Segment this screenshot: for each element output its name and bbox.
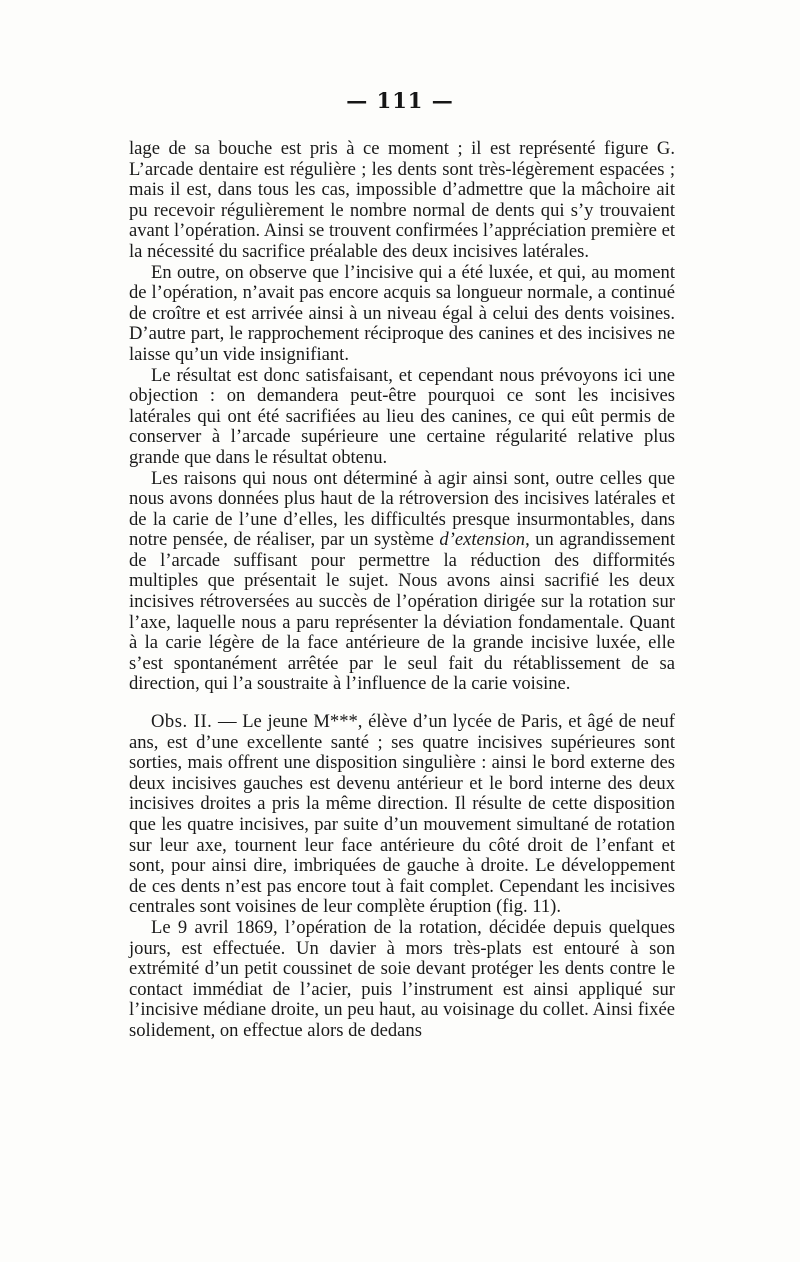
paragraph-1: lage de sa bouche est pris à ce moment ; il est représenté figure G. L’arcade dentaire est régulière ; les dents sont très-légèrement espacées ; mais il est, dans tous les cas, impossible d’admettre que la mâchoire ait pu recevoir régulièrement le nombre normal de dents qui s’y trouvaient avant l’opération. Ainsi se trouvent confirmées l’appréciation première et la nécessité du sacrifice préalable des deux incisives latérales.: [129, 138, 675, 262]
body-text: [129, 139, 675, 1042]
paragraph-4: [129, 469, 675, 696]
page-number: — 111 —: [346, 88, 454, 113]
observation-heading: Obs. II.: [151, 711, 213, 733]
paragraph-2: En outre, on observe que l’incisive qui a été luxée, et qui, au moment de l’opération, n’avait pas encore acquis sa longueur normale, a continué de croître et est arrivée ainsi à un niveau égal à celui des dents voisines. D’autre part, le rapprochement réciproque des canines et des incisives ne laisse qu’un vide insignifiant.: [129, 261, 675, 365]
italic-term: d’extension: [439, 529, 526, 551]
observation-2-paragraph: [129, 712, 675, 918]
paragraph-3: Le résultat est donc satisfaisant, et cependant nous prévoyons ici une objection : on demandera peut-être pourquoi ce sont les incisives latérales qui ont été sacrifiées au lieu des canines, ce qui eût permis de conserver à l’arcade supérieure une certaine régularité relative plus grande que dans le résultat obtenu.: [129, 364, 675, 468]
paragraph-4-text-b: , un agrandissement de l’arcade suffisant pour permettre la réduction des difformités multiples que présentait le sujet. Nous avons ainsi sacrifié les deux incisives rétroversées au succès de l’opération dirigée sur la rotation sur l’axe, laquelle nous a paru représenter la déviation fondamentale. Quant à la carie légère de la face antérieure de la grande incisive luxée, elle s’est spontanément arrêtée par le seul fait du rétablissement de sa direction, qui l’a soustraite à l’influence de la carie voisine.: [129, 529, 675, 695]
paragraph-4-text-a: Les raisons qui nous ont déterminé à agir ainsi sont, outre celles que nous avons données plus haut de la rétroversion des incisives latérales et de la carie de l’une d’elles, les difficultés presque insurmontables, dans notre pensée, de réaliser, par un système: [129, 467, 675, 551]
observation-text: — Le jeune M***, élève d’un lycée de Paris, et âgé de neuf ans, est d’une excellente santé ; ses quatre incisives supérieures sont sorties, mais offrent une disposition singulière : ainsi le bord externe des deux incisives gauches est devenu antérieur et le bord interne des deux incisives droites a pris la même direction. Il résulte de cette disposition que les quatre incisives, par suite d’un mouvement simultané de rotation sur leur axe, tournent leur face antérieure du côté droit de l’enfant et sont, pour ainsi dire, imbriquées de gauche à droite. Le développement de ces dents n’est pas encore tout à fait complet. Cependant les incisives centrales sont voisines de leur complète éruption (fig. 11).: [129, 711, 675, 918]
paragraph-6: Le 9 avril 1869, l’opération de la rotation, décidée depuis quelques jours, est effectuée. Un davier à mors très-plats est entouré à son extrémité d’un petit coussinet de soie devant protéger les dents contre le contact immédiat de l’acier, puis l’instrument est ainsi appliqué sur l’incisive médiane droite, un peu haut, au voisinage du collet. Ainsi fixée solidement, on effectue alors de dedans: [129, 916, 675, 1041]
